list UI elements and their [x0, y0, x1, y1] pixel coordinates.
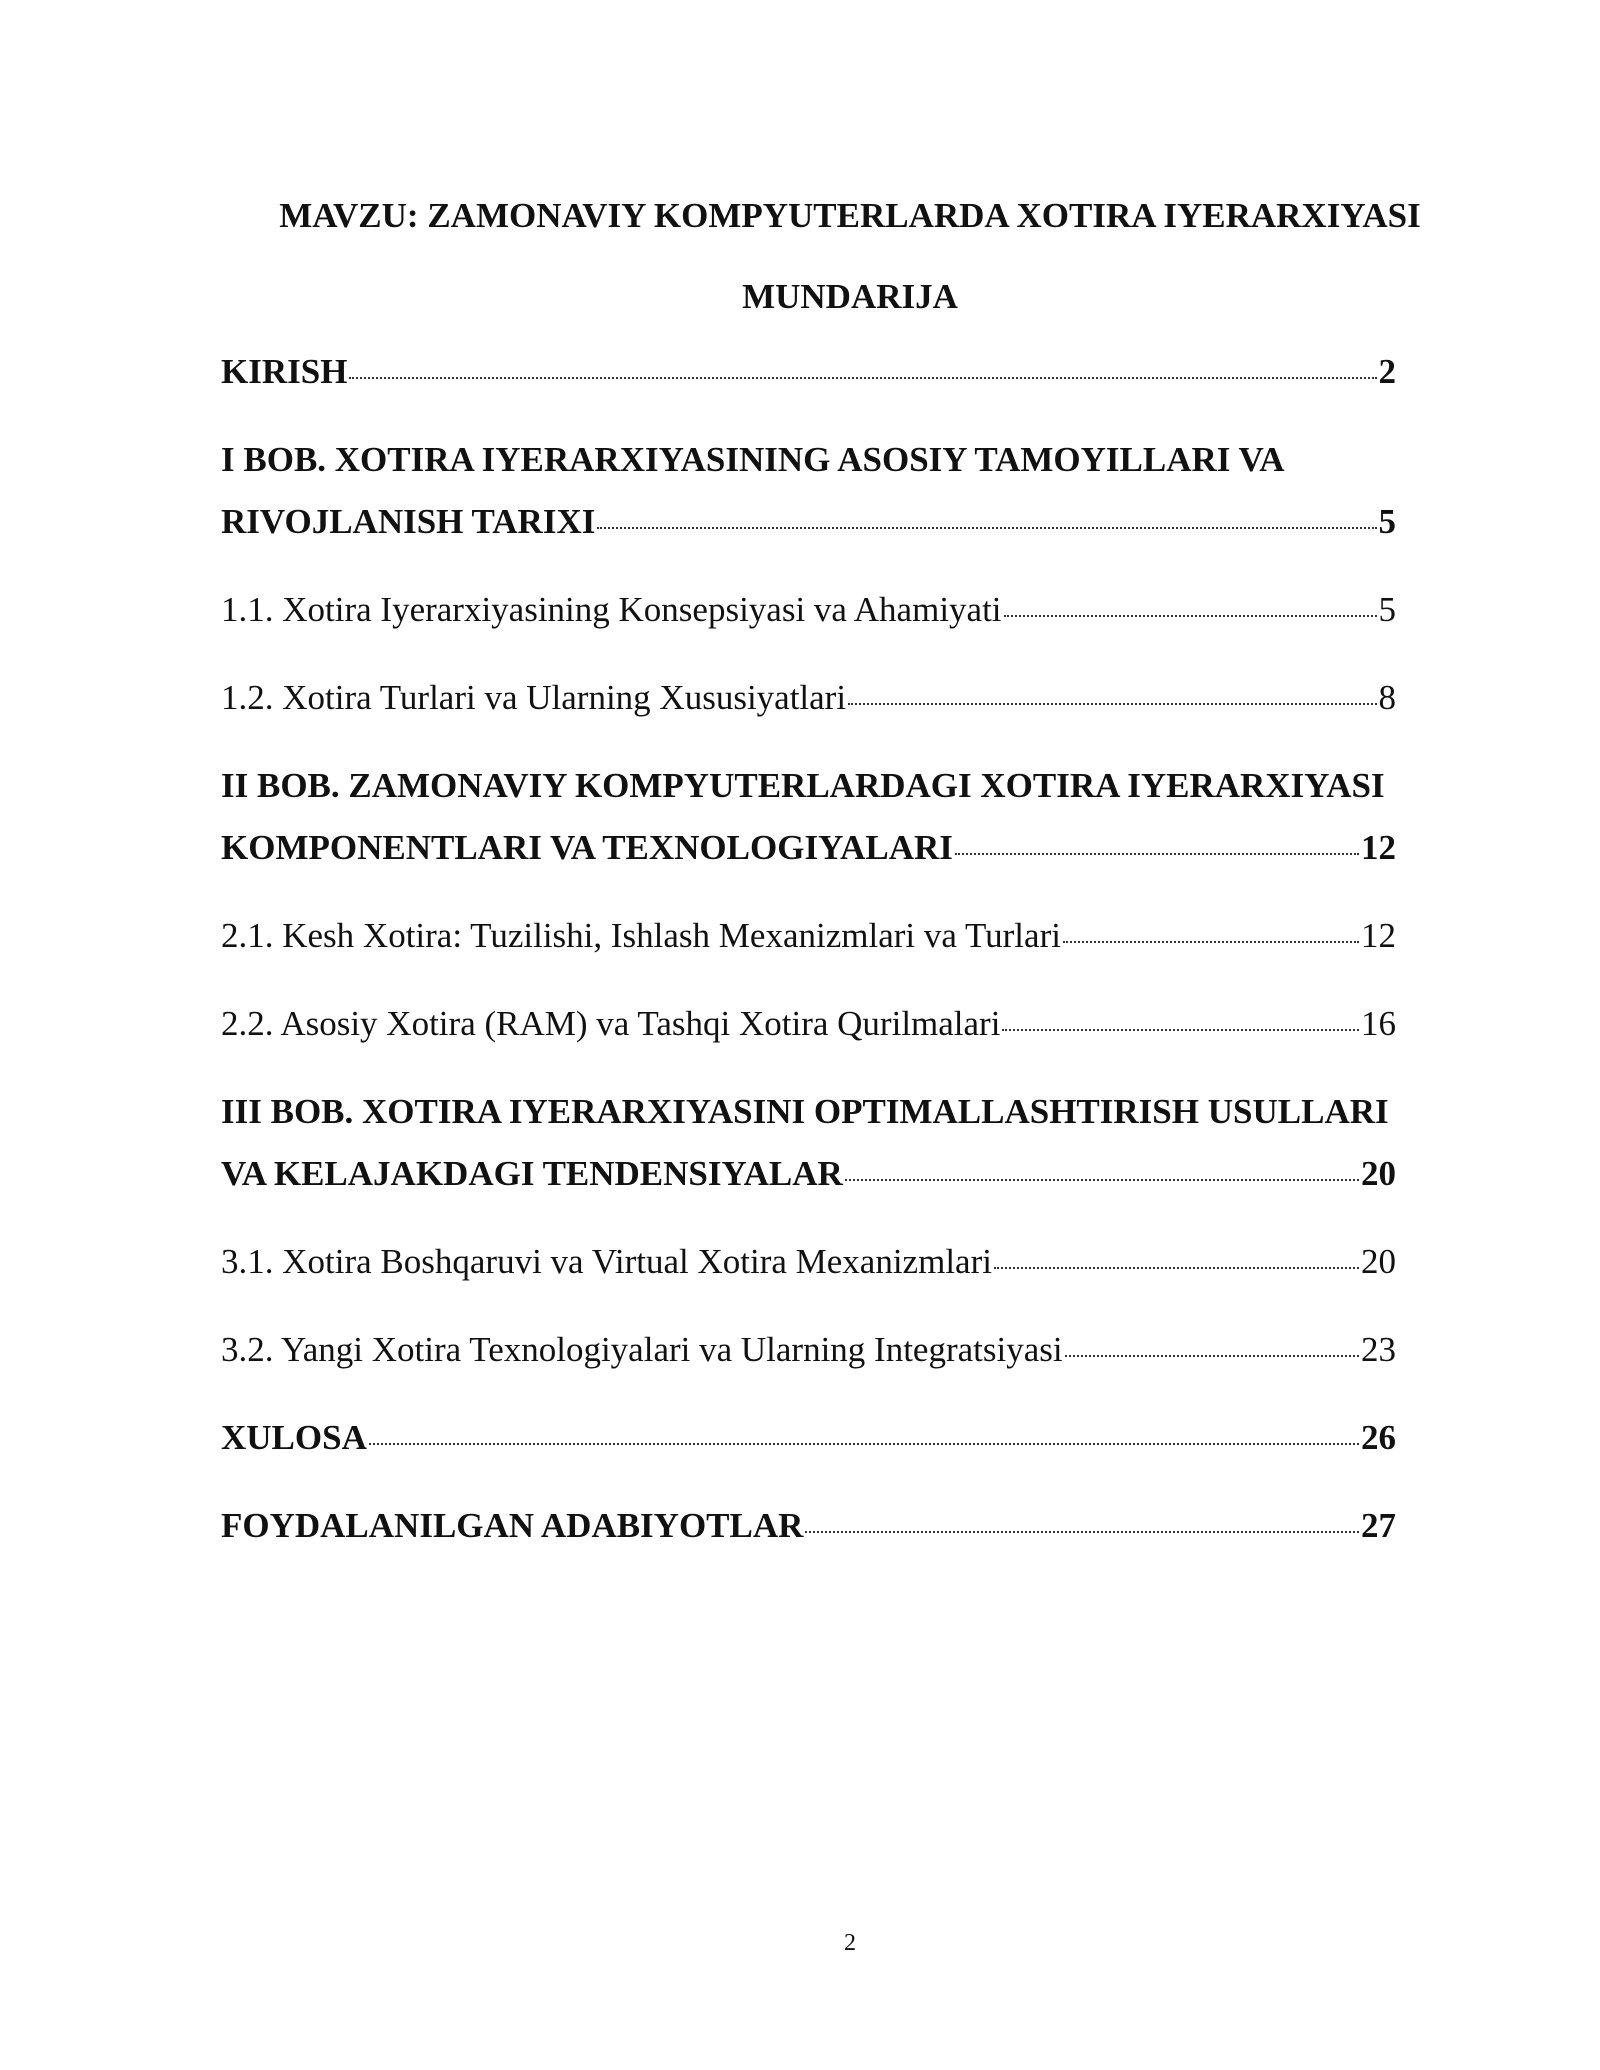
toc-entry-label: FOYDALANILGAN ADABIYOTLAR — [221, 1506, 804, 1545]
toc-section-3-2[interactable] — [221, 1330, 1396, 1370]
toc-leader-dots — [1065, 1355, 1359, 1357]
toc-leader-dots — [1004, 615, 1377, 617]
toc-entry-page: 27 — [1361, 1506, 1396, 1545]
toc-entry-label: 3.1. Xotira Boshqaruvi va Virtual Xotira Mexanizmlari — [221, 1242, 992, 1281]
toc-leader-dots — [994, 1267, 1359, 1269]
toc-entry-label: 3.2. Yangi Xotira Texnologiyalari va Ularning Integratsiyasi — [221, 1330, 1063, 1369]
toc-entry-xulosa[interactable] — [221, 1418, 1396, 1458]
toc-chapter-2[interactable] — [221, 828, 1396, 868]
toc-entry-label: 1.1. Xotira Iyerarxiyasining Konsepsiyasi va Ahamiyati — [221, 590, 1002, 629]
toc-leader-dots — [369, 1443, 1359, 1445]
toc-chapter-2-line1[interactable]: II BOB. ZAMONAVIY KOMPYUTERLARDAGI XOTIRA IYERARXIYASI — [221, 766, 1385, 805]
toc-section-2-1[interactable] — [221, 916, 1396, 956]
toc-entry-page: 16 — [1361, 1004, 1396, 1043]
toc-section-2-2[interactable] — [221, 1004, 1396, 1044]
toc-entry-page: 12 — [1361, 828, 1396, 867]
toc-section-3-1[interactable] — [221, 1242, 1396, 1282]
toc-leader-dots — [848, 703, 1376, 705]
toc-leader-dots — [1002, 1029, 1359, 1031]
toc-entry-label: 1.2. Xotira Turlari va Ularning Xususiyatlari — [221, 678, 847, 717]
toc-entry-kirish[interactable] — [221, 352, 1396, 392]
toc-entry-page: 20 — [1361, 1154, 1396, 1193]
toc-entry-page: 12 — [1361, 916, 1396, 955]
toc-heading: MUNDARIJA — [742, 277, 958, 316]
toc-entry-label: KIRISH — [221, 352, 348, 391]
toc-entry-page: 8 — [1378, 678, 1396, 717]
toc-chapter-1-line1[interactable]: I BOB. XOTIRA IYERARXIYASINING ASOSIY TAMOYILLARI VA — [221, 440, 1285, 479]
toc-entry-page: 5 — [1378, 590, 1396, 629]
toc-section-1-2[interactable] — [221, 678, 1396, 718]
toc-entry-adabiyotlar[interactable] — [221, 1506, 1396, 1546]
toc-leader-dots — [349, 377, 1376, 379]
toc-chapter-1[interactable] — [221, 502, 1396, 542]
toc-entry-page: 5 — [1378, 502, 1396, 541]
toc-entry-label: 2.2. Asosiy Xotira (RAM) va Tashqi Xotira Qurilmalari — [221, 1004, 1001, 1043]
toc-chapter-3[interactable] — [221, 1154, 1396, 1194]
toc-section-1-1[interactable] — [221, 590, 1396, 630]
toc-leader-dots — [597, 527, 1376, 529]
toc-chapter-3-line1[interactable]: III BOB. XOTIRA IYERARXIYASINI OPTIMALLASHTIRISH USULLARI — [221, 1092, 1389, 1131]
toc-entry-label: VA KELAJAKDAGI TENDENSIYALAR — [221, 1154, 843, 1193]
toc-entry-page: 23 — [1361, 1330, 1396, 1369]
document-title: MAVZU: ZAMONAVIY KOMPYUTERLARDA XOTIRA IYERARXIYASI — [279, 196, 1421, 235]
toc-entry-page: 26 — [1361, 1418, 1396, 1457]
toc-entry-page: 20 — [1361, 1242, 1396, 1281]
toc-leader-dots — [845, 1179, 1359, 1181]
toc-entry-page: 2 — [1378, 352, 1396, 391]
toc-entry-label: RIVOJLANISH TARIXI — [221, 502, 596, 541]
page-number: 2 — [844, 1930, 856, 1956]
toc-leader-dots — [1063, 941, 1359, 943]
toc-entry-label: KOMPONENTLARI VA TEXNOLOGIYALARI — [221, 828, 953, 867]
toc-leader-dots — [955, 853, 1359, 855]
toc-entry-label: 2.1. Kesh Xotira: Tuzilishi, Ishlash Mexanizmlari va Turlari — [221, 916, 1061, 955]
toc-leader-dots — [805, 1531, 1359, 1533]
toc-entry-label: XULOSA — [221, 1418, 367, 1457]
